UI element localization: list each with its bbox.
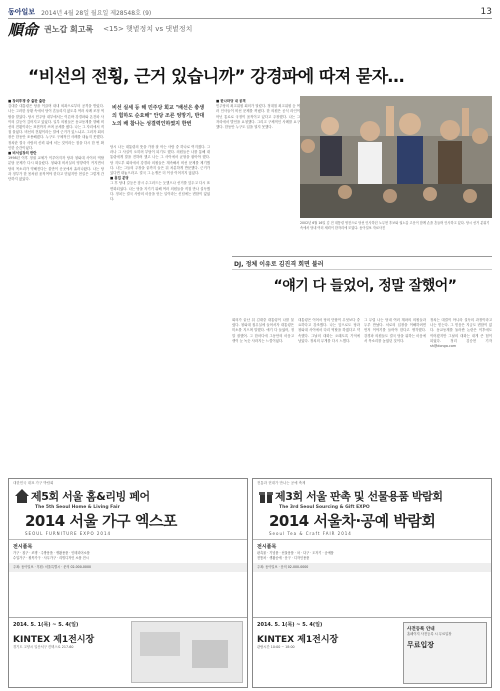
ad-organizer: 주최: 동아일보 · 후원: 서울특별시 · 문의 02-000-0000 bbox=[9, 563, 247, 572]
article-column-8 bbox=[430, 318, 492, 470]
series-title: 권노갑 회고록 bbox=[44, 24, 94, 34]
column-text: 당시 나는 대통령의 뜻을 가장 잘 아는 사람 중 하나로 여겨졌다. 그러나 그 사실이 오히려 부담이 되기도 했다. 의원들은 나를 통해 대통령에게 말을 전하려 했고 나는 그 사이에서 균형을 잡아야 했다. 당 지도부 회의에서 강경파 의원들은 계속해서 비선 문제를 제기했다. 나는 그들의 주장을 끝까지 들은 뒤 차분하게 반문했다. 근거가 있다면 내놓으라고. 결국 그 논쟁은 더 이상 이어지지 않았다. bbox=[110, 145, 210, 176]
paper-name: 동아일보 bbox=[8, 7, 36, 16]
series-logo: 順命 bbox=[8, 20, 39, 39]
ad-info-heading: 전시품목 bbox=[9, 539, 247, 551]
ad-expo-name: 2014 서울차·공예 박람회 bbox=[269, 512, 436, 530]
photo-caption: 2002년 6월 16일 김 전 대통령 영전으로 당선 인사하던 노무현 후보와 권노갑 고문이 함께 손을 흔들며 인사하고 있다. 당시 선거 분위기 속에서 당내 여러 세력이 한자리에 모였다. 동아일보 자료사진 bbox=[300, 221, 490, 230]
ad-organizer: 주최: 동아일보 · 문의 02-000-0000 bbox=[253, 563, 491, 572]
ad-title: 제3회 서울 판촉 및 선물용품 박람회 bbox=[275, 490, 443, 503]
column-subhead: ■ 홍업 분당 bbox=[110, 176, 129, 181]
ad-hours: 관람시간 10:00 ~ 18:00 bbox=[257, 645, 295, 649]
ad-venue-address: 경기도 고양시 일산서구 킨텍스로 217-60 bbox=[13, 645, 74, 649]
tea-craft-fair-ad bbox=[252, 478, 492, 688]
column-subhead: ■ 비서실장의 반란 bbox=[8, 151, 37, 156]
registration-title: 사전등록 안내 bbox=[407, 627, 435, 632]
ad-info-line: 판촉물 · 기념품 · 선물용품 · 차 · 다구 · 도자기 · 공예품 bbox=[257, 551, 334, 555]
series-banner bbox=[8, 20, 492, 38]
pull-quote: 비선 실세 등 해 민주당 회교 "배선은 충생의 힘하도 순요해" 안당 조른 엉망기, 반대노의 배 참나는 성결력인하였지 한번 bbox=[112, 105, 205, 127]
page-number: 13 bbox=[480, 7, 492, 17]
furniture-expo-ad bbox=[8, 478, 248, 688]
article-column-2 bbox=[110, 99, 210, 469]
header-rule bbox=[8, 18, 492, 19]
registration-panel bbox=[403, 622, 487, 684]
column-text: 그 무렵 나는 당내 여러 계파의 의원들과 두루 만났다. 서로의 입장을 이해하려면 먼저 이야기를 들어야 한다고 생각했다. 강경파 의원들도 결국 당을 위하는 마음에서 목소리를 높였던 것이다. bbox=[364, 318, 426, 343]
page-header bbox=[8, 6, 492, 18]
registration-free: 무료입장 bbox=[407, 641, 435, 649]
article-column-1 bbox=[8, 99, 104, 469]
column-text: 1998년 이후 정권 교체가 이루어지자 당과 청와대 사이의 역할 분담 문제가 다시 떠올랐다. 청와대 비서실의 영향력이 커지면서 당의 목소리가 약해진다는 불만이 곳곳에서 흘러나왔다. 나는 당과 정부가 한 몸처럼 움직여야 한다고 믿었지만 현실은 그렇게 간단하지 않았다. bbox=[8, 156, 104, 182]
map-block bbox=[140, 632, 180, 656]
column-text: 김대중 대통령은 당을 이끌며 내내 외곽으로부터 공격을 받았다. 나는 그러한 상황 속에서 당이 흔들리지 않도록 여러 차례 조정 역할을 맡았다. 당시 민주당 내부에서는 이른바 강경파와 온건파 사이의 갈등이 깊어지고 있었다. 일부 의원들은 동교동계를 향해 비선의 전횡이라는 표현까지 쓰며 공세를 폈다. 나는 그 자리에서 직접 물었다. 비선의 전횡이라는 말에 근거가 있느냐고. 그러자 회의장은 한동안 조용해졌다. 누구도 구체적인 사례를 내놓지 못했다. 정치란 결국 사람의 신뢰 위에 서는 것이라는 점을 다시 한 번 확인한 순간이었다. bbox=[8, 104, 104, 150]
ad-venue-block bbox=[9, 617, 247, 687]
ad-title-english: The 5th Seoul Home & Living Fair bbox=[35, 505, 120, 510]
house-icon bbox=[13, 487, 31, 505]
column-text: 민주당의 최고위원 회의가 열렸다. 정대철 최고위원 등 여러 인사들이 비선 문제를 꺼냈다. 한 의원은 공식 라인이 아닌 통로로 국정이 움직이고 있다고 주장했다. 나는 그 자리에서 발언을 요청했다. 그리고 구체적인 사례를 요구했다. 한동안 누구도 입을 열지 못했다. bbox=[216, 104, 300, 130]
article-subhead: “얘기 다 들었어, 정말 잘했어” bbox=[273, 278, 457, 294]
map-block bbox=[192, 640, 228, 668]
column-text: 그 후 당내 갈등은 잠시 수그러드는 듯했으나 선거를 앞두고 다시 표면화되었다. 나는 당을 지키기 위해 여러 의원들을 직접 만나 설득했다. 정치는 결국 사람의 마음을 얻는 일이라는 신념에는 변함이 없었다. bbox=[110, 181, 210, 202]
gift-box-icon bbox=[257, 487, 275, 505]
ad-info-line: 수입가구 · 원목가구 · 사무가구 · 리빙디자인 소품 전시 bbox=[13, 556, 89, 560]
ad-expo-english: SEOUL FURNITURE EXPO 2014 bbox=[25, 531, 112, 536]
ad-event-dates: 2014. 5. 1(목) ~ 5. 4(일) bbox=[13, 622, 79, 628]
ad-tagline: 대한민국 대표 가구 박람회 bbox=[13, 481, 54, 485]
ad-tagline: 전통과 현대가 만나는 공예 축제 bbox=[257, 481, 306, 485]
ad-title-row bbox=[253, 487, 491, 505]
ad-venue: KINTEX 제1전시장 bbox=[13, 635, 95, 645]
column-subhead: ■ 장외투쟁 중 출판 출판 bbox=[8, 99, 46, 103]
column-subhead: ■ 한나라당 내 공격 bbox=[216, 99, 246, 103]
column-text: 대통령은 이어서 당의 단합이 무엇보다 중요하다고 강조했다. 나는 앞으로도 당과 청와대 사이에서 다리 역할을 하겠다고 약속했다. 그날의 대화는 오래도록 기억에 남았다. 정치의 무게를 다시 느꼈다. bbox=[298, 318, 360, 343]
advertisement-area bbox=[8, 478, 492, 688]
news-photo bbox=[300, 96, 492, 218]
series-part: <15> 햇볕정치 vs 댓볕정치 bbox=[103, 25, 193, 33]
ad-title-english: The 3rd Seoul Sourcing & Gift EXPO bbox=[279, 505, 370, 510]
column-text: 회의가 끝난 뒤 김대중 대통령이 나를 불렀다. 청와대 집무실에 들어서자 대통령은 미소를 지으며 말했다. 얘기 다 들었어, 정말 잘했어. 그 한마디에 그동안의 마음고생이 눈 녹듯 사라지는 느낌이었다. bbox=[232, 318, 294, 343]
article-column-5 bbox=[232, 318, 294, 470]
ad-venue: KINTEX 제1전시장 bbox=[257, 635, 339, 645]
crowd-photo-illustration bbox=[300, 96, 492, 218]
ad-expo-english: Seoul Tea & Craft FAIR 2014 bbox=[269, 531, 352, 536]
ad-title-row bbox=[9, 487, 247, 505]
column-text: 정치는 대결이 아니라 설득의 과정이라고 나는 믿는다. 그 믿음은 지금도 변함이 없다. 동교동계를 둘러싼 논란은 이후에도 이어졌지만 그날의 대화는 내게 큰 힘이 되었다. 정리 김승현 기자 sh@donga.com bbox=[430, 318, 492, 349]
ad-info-heading: 전시품목 bbox=[253, 539, 491, 551]
ad-expo-name: 2014 서울 가구 엑스포 bbox=[25, 512, 177, 530]
article-headline: “비선의 전횡, 근거 있습니까” 강경파에 따져 묻자… bbox=[28, 67, 404, 87]
ad-info-line: 가구 · 침구 · 조명 · 주방용품 · 생활용품 · 인테리어소품 bbox=[13, 551, 90, 555]
article-column-7 bbox=[364, 318, 426, 470]
ad-info-line: 전통차 · 생활공예 · 문구 · 디자인용품 bbox=[257, 556, 310, 560]
ad-title: 제5회 서울 홈&리빙 페어 bbox=[31, 490, 150, 503]
venue-map bbox=[131, 621, 243, 683]
ad-event-dates: 2014. 5. 1(목) ~ 5. 4(일) bbox=[257, 622, 323, 628]
registration-note: 홈페이지 사전등록 시 무료입장 bbox=[407, 632, 452, 636]
article-column-6 bbox=[298, 318, 360, 470]
section-bar: DJ, 정체 이유로 김진격 회면 불러 bbox=[232, 256, 492, 270]
dateline: 2014년 4월 28일 월요일 제28548호 (9) bbox=[41, 9, 152, 17]
